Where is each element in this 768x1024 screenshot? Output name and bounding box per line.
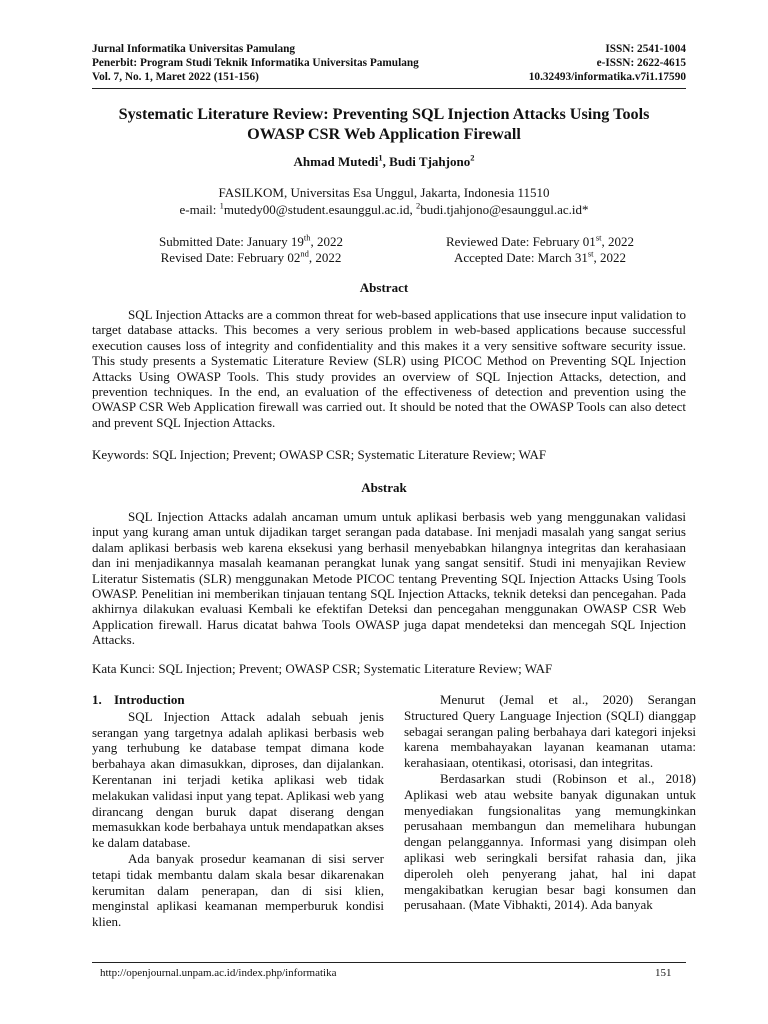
author-2: Budi Tjahjono — [389, 154, 471, 169]
abstrak-text: SQL Injection Attacks adalah ancaman umum untuk aplikasi berbasis web yang menggunakan validasi input yang kurang aman untuk dijadikan target serangan pada database. Ini menjadi masalah yang sangat serius dalam aplikasi berbasis web karena eksekusi yang berhasil menyebabkan hilangnya integritas dan kerahasiaan dan ini menjadikannya masalah keamanan perangkat lunak yang sangat sensitif. Studi ini menyajikan Review Literatur Sistematis (SLR) menggunakan Metode PICOC tentang Preventing SQL Injection Attacks Using Tools OWASP. Penelitian ini memberikan tinjauan tentang SQL Injection Attacks, teknik deteksi dan pencegahan. Pada akhirnya dilakukan evaluasi Kembali ke efektifan Deteksi dan pencegahan menggunakan OWASP CSR Web Application firewall. Harus dicatat bahwa Tools OWASP juga dapat mendeteksi dan mencegah SQL Injection Attacks. — [92, 509, 686, 648]
intro-left-paragraph-1: SQL Injection Attack adalah sebuah jenis serangan yang targetnya adalah aplikasi berbasis web yang terhubung ke database tempat dimana kode berbahaya akan dimasukkan, diproses, dan dijalankan. Kerentanan ini terjadi ketika aplikasi web tidak melakukan validasi input yang tepat. Aplikasi web yang dirancang dengan buruk dapat diserang dengan memasukkan kode berbahaya untuk mendapatkan akses ke dalam database. — [92, 708, 384, 851]
author-2-affil-mark: 2 — [470, 152, 475, 163]
publisher: Penerbit: Program Studi Teknik Informatika Universitas Pamulang — [92, 57, 419, 69]
left-column — [92, 692, 384, 930]
section-title: Introduction — [114, 692, 185, 707]
volume-info: Vol. 7, No. 1, Maret 2022 (151-156) — [92, 71, 259, 83]
submitted-date-year: , 2022 — [310, 234, 343, 249]
revised-date-year: , 2022 — [308, 250, 342, 265]
journal-name: Jurnal Informatika Universitas Pamulang — [92, 43, 296, 55]
title-line-1: Systematic Literature Review: Preventing SQL Injection Attacks Using Tools — [118, 105, 650, 123]
email-prefix: e-mail: — [179, 202, 220, 217]
abstract-keywords: Keywords: SQL Injection; Prevent; OWASP CSR; Systematic Literature Review; WAF — [92, 447, 547, 462]
paper-title — [60, 104, 708, 144]
email-1[interactable]: mutedy00@student.esaunggul.ac.id, — [223, 202, 416, 217]
reviewed-date — [434, 234, 646, 250]
author-list — [0, 154, 768, 170]
abstrak-heading: Abstrak — [361, 480, 407, 495]
intro-left-paragraph-2: Ada banyak prosedur keamanan di sisi server tetapi tidak membantu dalam skala besar dikarenakan kerumitan dalam penerapan, dan di sisi klien, menginstal aplikasi keamanan memperburuk kondisi klien. — [92, 850, 384, 930]
submitted-date — [146, 234, 356, 250]
revised-date-text: Revised Date: February 02 — [160, 250, 301, 265]
right-column — [404, 692, 696, 913]
institution: FASILKOM, Universitas Esa Unggul, Jakarta, Indonesia 11510 — [218, 185, 550, 200]
title-line-2: OWASP CSR Web Application Firewall — [247, 125, 521, 143]
revised-date-suffix: nd — [300, 248, 309, 259]
footer-divider — [92, 962, 686, 963]
reviewed-date-suffix: st — [595, 232, 602, 243]
submitted-date-text: Submitted Date: January 19 — [159, 234, 304, 249]
accepted-date — [434, 250, 646, 266]
abstract-heading: Abstract — [359, 280, 409, 295]
email-1-mark: 1 — [219, 200, 224, 211]
journal-info — [92, 42, 419, 84]
intro-right-paragraph-2: Berdasarkan studi (Robinson et al., 2018) Aplikasi web atau website banyak digunakan untuk menyediakan fungsionalitas yang memungkinkan perusahaan membangun dan memelihara hubungan dengan pelanggannya. Informasi yang disimpan oleh aplikasi web seringkali bersifat rahasia dan, jika diperoleh oleh penyerang jahat, hal ini dapat mengakibatkan kerugian besar bagi konsumen dan perusahaan. (Mate Vibhakti, 2014). Ada banyak — [404, 770, 696, 913]
revised-date — [146, 250, 356, 266]
eissn: e-ISSN: 2622-4615 — [596, 57, 686, 69]
email-2-mark: 2 — [415, 200, 421, 211]
page-number: 151 — [655, 967, 672, 979]
author-1-affil-mark: 1 — [378, 152, 383, 163]
author-1: Ahmad Mutedi — [293, 154, 379, 169]
email-2[interactable]: budi.tjahjono@esaunggul.ac.id* — [420, 202, 589, 217]
reviewed-date-year: , 2022 — [601, 234, 634, 249]
accepted-date-suffix: st — [587, 248, 594, 259]
section-heading-introduction — [92, 692, 384, 708]
accepted-date-year: , 2022 — [593, 250, 627, 265]
issn: ISSN: 2541-1004 — [605, 43, 686, 55]
accepted-date-text: Accepted Date: March 31 — [453, 250, 588, 265]
abstrak-keywords: Kata Kunci: SQL Injection; Prevent; OWASP CSR; Systematic Literature Review; WAF — [92, 661, 553, 676]
author-separator: , — [382, 154, 390, 169]
intro-right-paragraph-1: Menurut (Jemal et al., 2020) Serangan Structured Query Language Injection (SQLI) dianggap sebagai serangan paling berbahaya dari kategori injeksi karena membahayakan layanan keamanan utama: kerahasiaan, otentikasi, otorisasi, dan integritas. — [404, 692, 696, 771]
section-number: 1. — [92, 692, 102, 707]
footer-url[interactable]: http://openjournal.unpam.ac.id/index.php/informatika — [100, 967, 337, 979]
abstract-text: SQL Injection Attacks are a common threat for web-based applications that use insecure input validation to target database attacks. This becomes a very serious problem in web-based applications because successful execution causes loss of integrity and confidentiality and this makes it a very sensitive software security issue. This study presents a Systematic Literature Review (SLR) using PICOC Method on Preventing SQL Injection Attacks Using OWASP Tools. This study provides an overview of SQL Injection Attacks, detection, and prevention techniques. In the end, an evaluation of the effectiveness of detection and prevention using the OWASP CSR Web Application firewall was carried out. It should be noted that the OWASP Tools can also detect and prevent SQL Injection Attacks. — [92, 307, 686, 430]
submitted-date-suffix: th — [303, 232, 311, 243]
header-divider — [92, 88, 686, 89]
email-line — [0, 201, 768, 218]
affiliation — [0, 184, 768, 218]
issn-info — [529, 42, 686, 84]
doi: 10.32493/informatika.v7i1.17590 — [528, 71, 686, 83]
reviewed-date-text: Reviewed Date: February 01 — [446, 234, 596, 249]
